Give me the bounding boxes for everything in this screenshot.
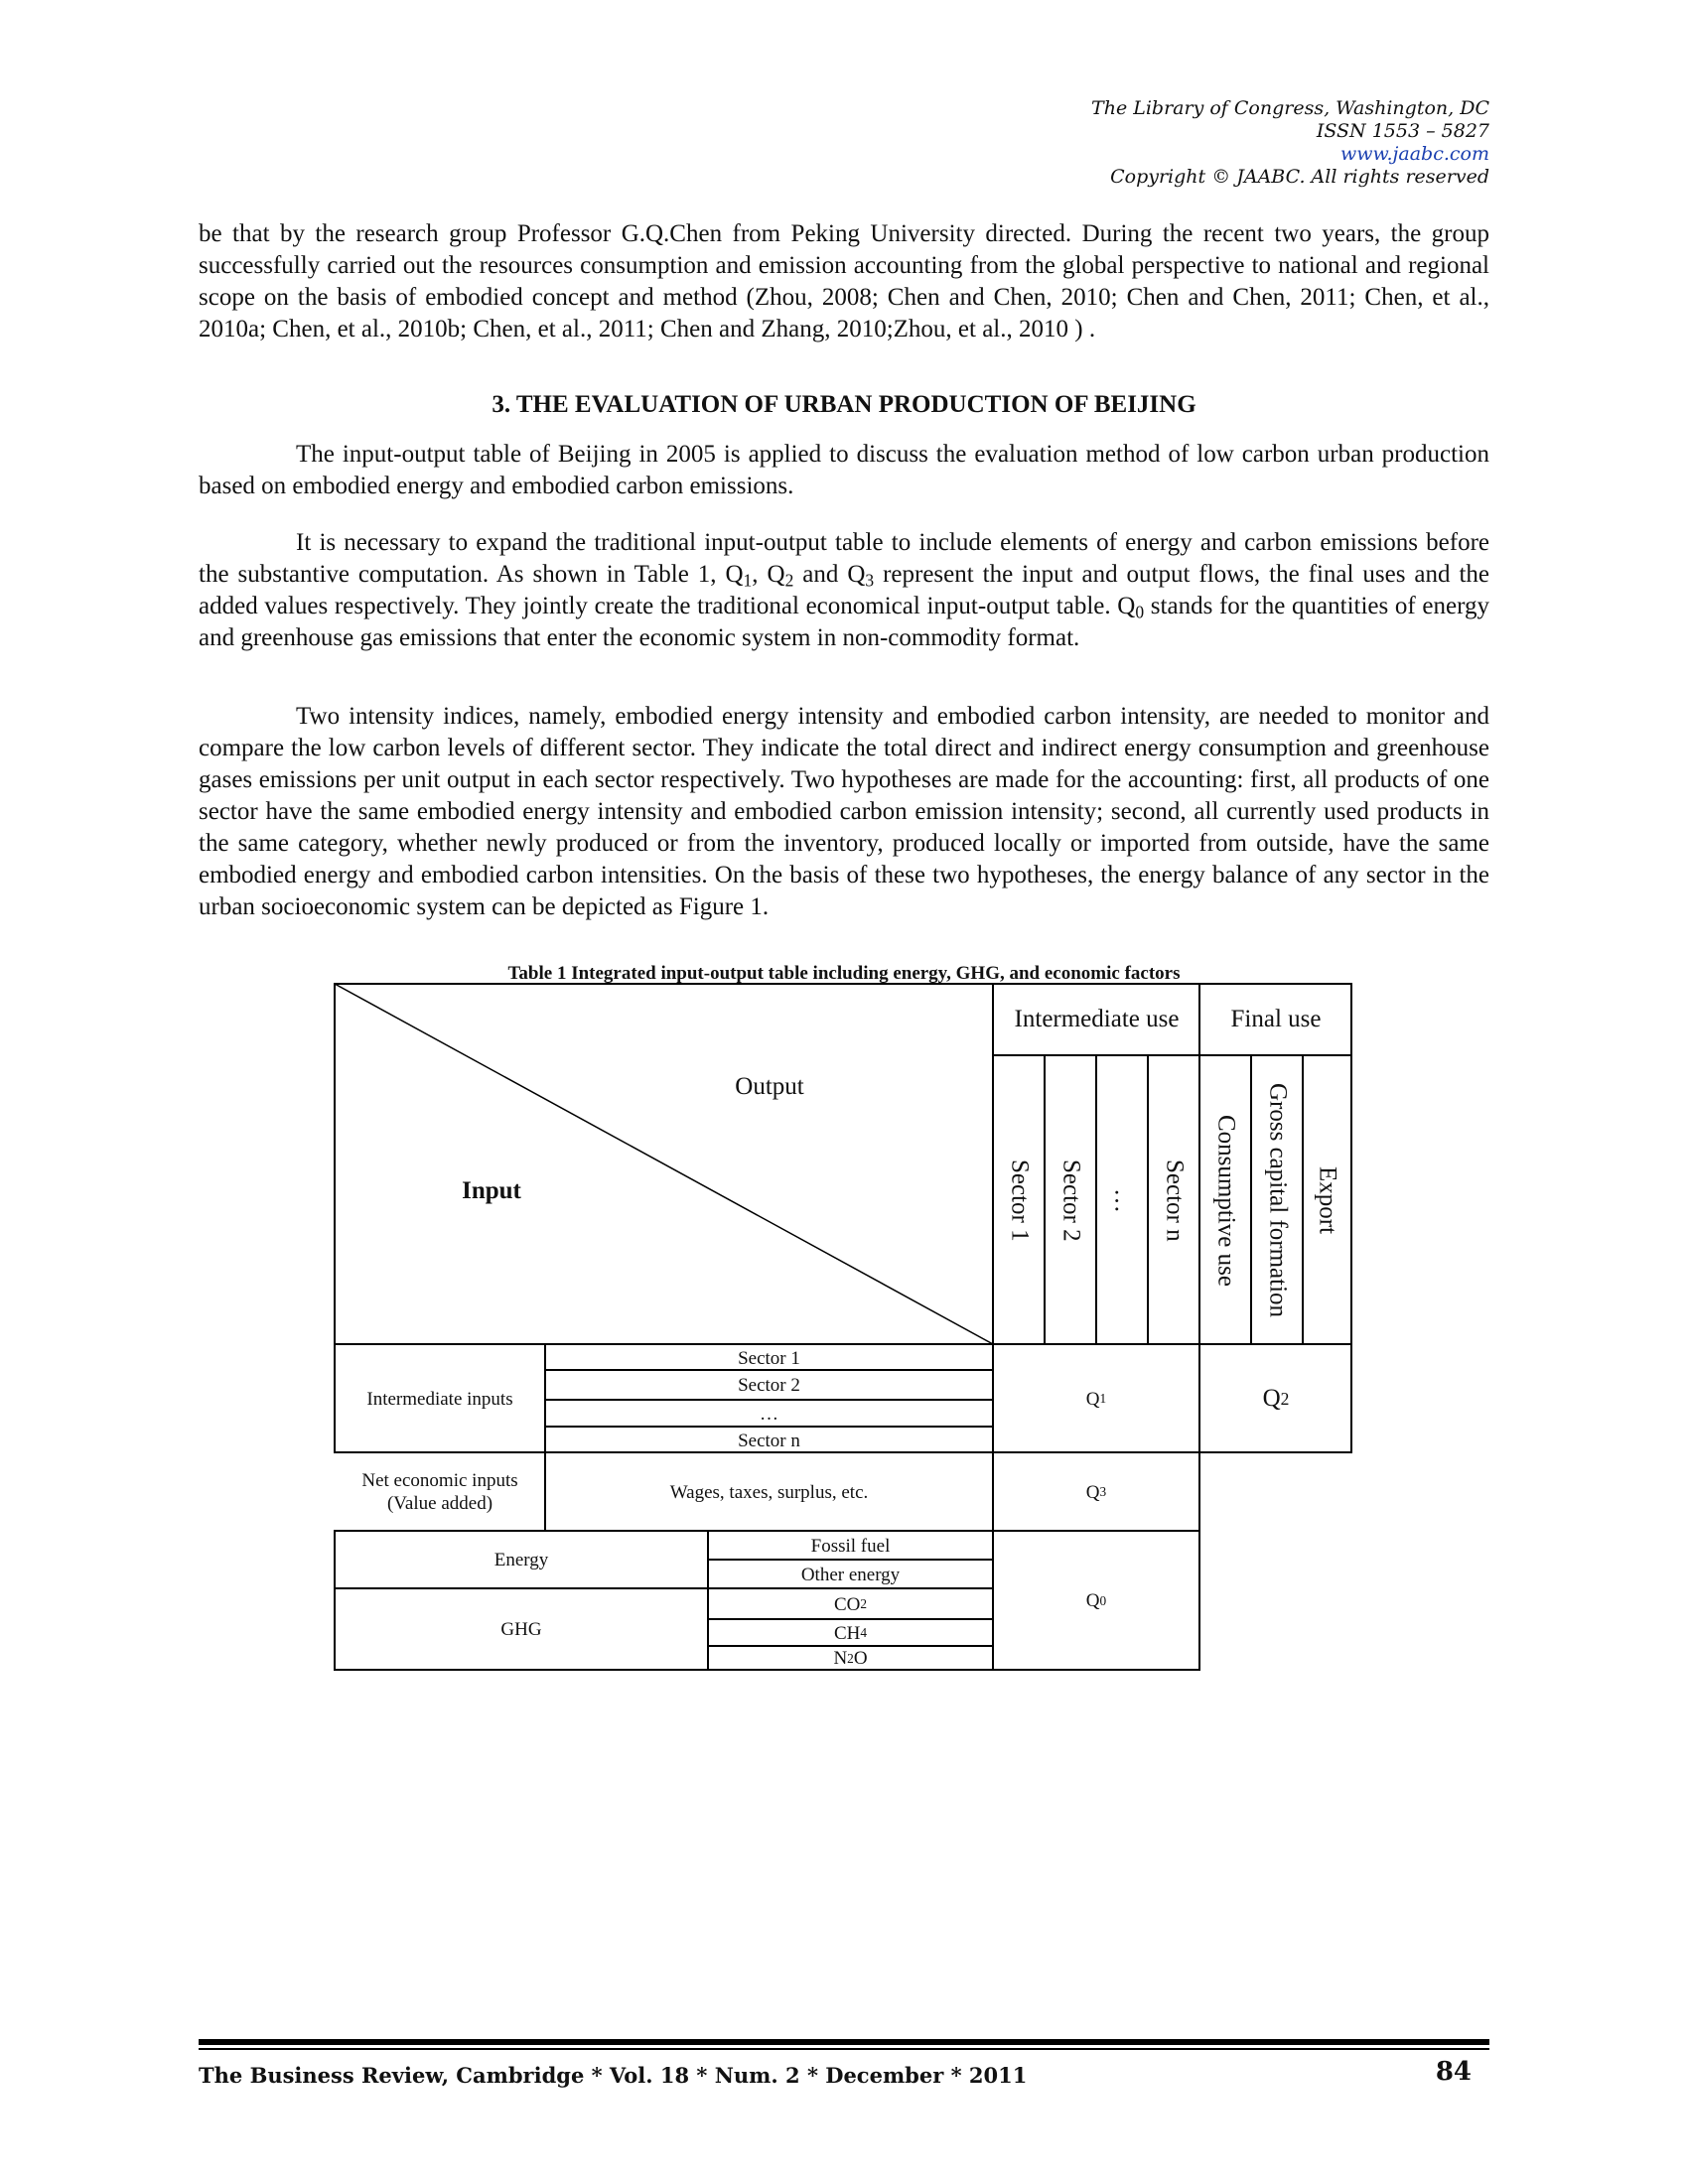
header-website-link[interactable]: www.jaabc.com <box>1339 143 1489 165</box>
q1-letter: Q <box>1085 1388 1100 1410</box>
table-caption: Table 1 Integrated input-output table including energy, GHG, and economic factors <box>507 963 1181 984</box>
q2-letter: Q <box>1262 1385 1281 1412</box>
row-co2: CO 2 <box>833 1593 868 1615</box>
q0-cell: Q 0 <box>1085 1590 1107 1611</box>
row-n2o: N 2 O <box>833 1648 868 1669</box>
row-sector-1: Sector 1 <box>738 1347 800 1369</box>
row-fossil-fuel: Fossil fuel <box>810 1535 891 1557</box>
intermediate-inputs-label: Intermediate inputs <box>366 1388 513 1410</box>
ch4-text: CH <box>833 1622 861 1644</box>
q3-cell: Q 3 <box>1085 1481 1107 1503</box>
p3-sub-0: 0 <box>1135 602 1145 622</box>
footer-rule <box>199 2039 1489 2051</box>
section-heading: 3. THE EVALUATION OF URBAN PRODUCTION OF BEIJING <box>492 391 1196 418</box>
paragraph-2: The input-output table of Beijing in 2005 is applied to discuss the evaluation method of low carbon urban production based on embodied energy and embodied carbon emissions. <box>199 441 1489 499</box>
header-issn: ISSN 1553 – 5827 <box>1316 120 1489 142</box>
q3-letter: Q <box>1085 1481 1100 1503</box>
n2o-text: N <box>833 1648 848 1669</box>
footer-page-number: 84 <box>1435 2057 1472 2087</box>
col-gross-capital-formation: Gross capital formation <box>1264 1082 1292 1318</box>
p3-text-e: stands for the quantities of energy and greenhouse gas emissions that enter the economic system in non-commodity format. <box>199 593 1490 651</box>
co2-text: CO <box>833 1593 861 1615</box>
p3-text-a: It is necessary to expand the traditional input-output table to include elements of energy and carbon emissions before the substantive computation. As shown in Table 1, Q <box>199 529 1489 588</box>
p3-text-b: , Q <box>752 561 785 588</box>
header-library: The Library of Congress, Washington, DC <box>1091 97 1489 119</box>
p3-sub-3: 3 <box>865 570 875 591</box>
output-label: Output <box>735 1073 804 1100</box>
col-sector-2: Sector 2 <box>1057 1159 1085 1242</box>
row-ch4: CH 4 <box>833 1622 868 1644</box>
energy-label: Energy <box>493 1550 549 1570</box>
ghg-label: GHG <box>500 1619 542 1640</box>
q1-cell: Q 1 <box>1085 1388 1107 1410</box>
q2-cell: Q 2 <box>1262 1385 1290 1412</box>
final-use-header: Final use <box>1230 1006 1322 1032</box>
col-consumptive-use: Consumptive use <box>1212 1114 1240 1287</box>
intermediate-use-header: Intermediate use <box>1014 1006 1180 1032</box>
paragraph-4: Two intensity indices, namely, embodied energy intensity and embodied carbon intensity, are needed to monitor and compare the low carbon levels of different sector. They indicate the total direct and indirect energy consumption and greenhouse gases emissions per unit output in each sector respectively. Two hypotheses are made for the accounting: first, all products of one sector have the same embodied energy intensity and embodied carbon emission intensity; second, all currently used products in the same category, whether newly produced or from the inventory, produced locally or imported from outside, have the same embodied energy and embodied carbon intensities. On the basis of these two hypotheses, the energy balance of any sector in the urban socioeconomic system can be depicted as Figure 1. <box>199 703 1489 920</box>
col-dots: … <box>1109 1187 1137 1213</box>
col-sector-n: Sector n <box>1161 1159 1189 1242</box>
input-label: Input <box>462 1177 521 1204</box>
p3-sub-1: 1 <box>743 570 753 591</box>
col-export: Export <box>1314 1165 1341 1235</box>
journal-header <box>1091 97 1489 189</box>
n2o-end: O <box>853 1648 868 1669</box>
page-footer <box>199 2055 1489 2095</box>
p3-text-d: represent the input and output flows, the final uses and the added values respectively. They jointly create the traditional economical input-output table. Q <box>199 561 1490 619</box>
paragraph-1: be that by the research group Professor G.Q.Chen from Peking University directed. During the recent two years, the group successfully carried out the resources consumption and emission accounting from the global perspective to national and regional scope on the basis of embodied concept and method (Zhou, 2008; Chen and Chen, 2010; Chen and Chen, 2011; Chen, et al., 2010a; Chen, et al., 2010b; Chen, et al., 2011; Chen and Zhang, 2010;Zhou, et al., 2010 ) . <box>199 220 1489 342</box>
row-sector-2: Sector 2 <box>738 1374 800 1396</box>
p3-text-c: and Q <box>793 561 866 588</box>
row-sector-n: Sector n <box>738 1430 800 1451</box>
row-other-energy: Other energy <box>800 1564 901 1585</box>
p3-sub-2: 2 <box>784 570 794 591</box>
paragraph-3 <box>199 527 1489 654</box>
net-economic-inputs-label: Net economic inputs (Value added) <box>361 1470 518 1514</box>
col-sector-1: Sector 1 <box>1006 1159 1034 1242</box>
wages-taxes-cell: Wages, taxes, surplus, etc. <box>669 1481 869 1503</box>
q0-letter: Q <box>1085 1590 1100 1611</box>
row-dots: … <box>760 1403 778 1425</box>
header-copyright: Copyright © JAABC. All rights reserved <box>1110 166 1489 188</box>
footer-journal: The Business Review, Cambridge * Vol. 18 * Num. 2 * December * 2011 <box>199 2063 1028 2088</box>
